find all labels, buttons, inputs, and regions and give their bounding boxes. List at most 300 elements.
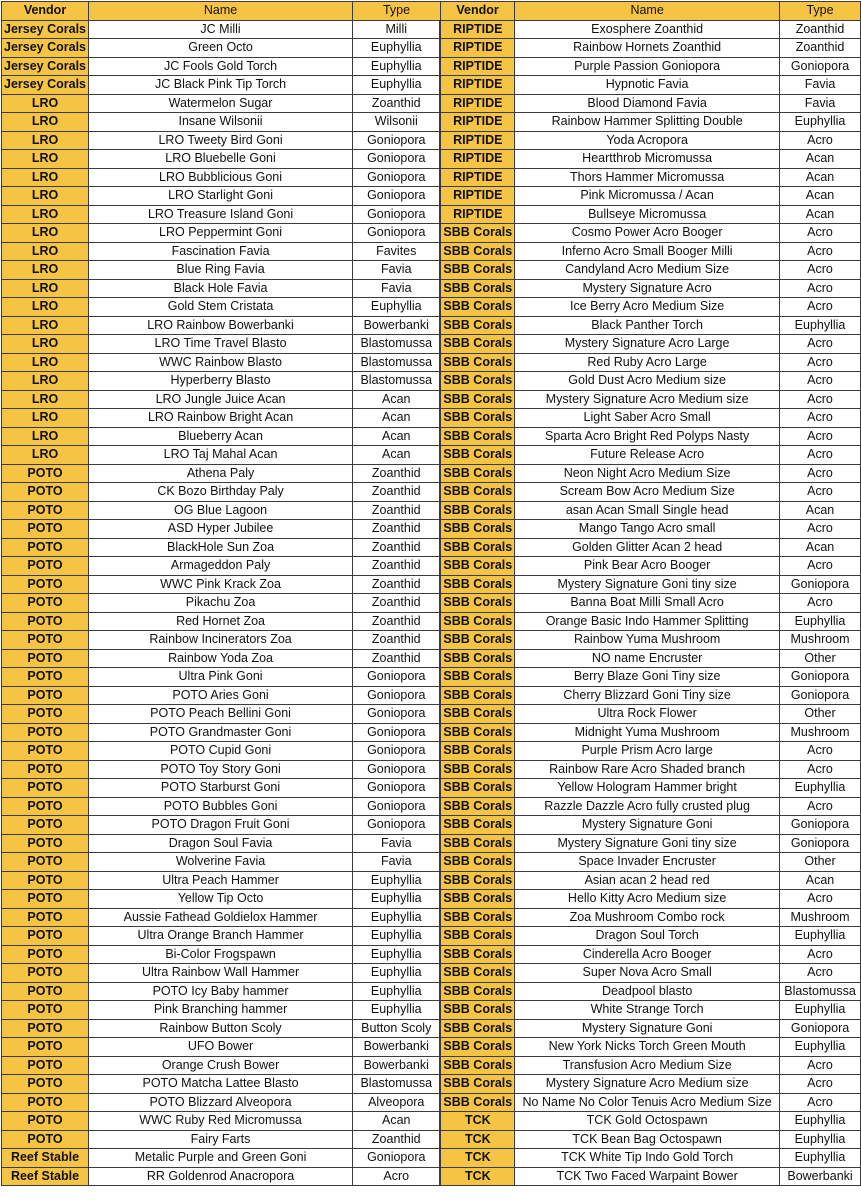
right-vendor-cell: SBB Corals	[440, 464, 514, 483]
right-type-cell: Acro	[780, 224, 861, 243]
left-type-cell: Goniopora	[353, 668, 441, 687]
right-vendor-cell: RIPTIDE	[440, 20, 514, 39]
right-vendor-cell: SBB Corals	[440, 594, 514, 613]
left-name-cell: POTO Aries Goni	[89, 686, 353, 705]
left-type-cell: Favia	[353, 279, 441, 298]
right-name-cell: Asian acan 2 head red	[515, 871, 780, 890]
table-row	[2, 372, 861, 391]
right-type-cell: Acan	[780, 168, 861, 187]
left-vendor-cell: POTO	[2, 649, 89, 668]
left-name-cell: LRO Rainbow Bowerbanki	[89, 316, 353, 335]
right-name-cell: Inferno Acro Small Booger Milli	[515, 242, 780, 261]
left-name-cell: UFO Bower	[89, 1038, 353, 1057]
left-name-cell: Rainbow Incinerators Zoa	[89, 631, 353, 650]
left-vendor-cell: POTO	[2, 760, 89, 779]
right-type-cell: Acro	[780, 242, 861, 261]
right-vendor-cell: TCK	[440, 1167, 514, 1186]
table-row	[2, 1112, 861, 1131]
left-name-cell: LRO Peppermint Goni	[89, 224, 353, 243]
right-type-cell: Acro	[780, 298, 861, 317]
left-name-cell: POTO Starburst Goni	[89, 779, 353, 798]
right-name-cell: Rainbow Rare Acro Shaded branch	[515, 760, 780, 779]
left-vendor-cell: LRO	[2, 372, 89, 391]
right-name-cell: No Name No Color Tenuis Acro Medium Size	[515, 1093, 780, 1112]
left-name-cell: POTO Bubbles Goni	[89, 797, 353, 816]
table-row	[2, 1001, 861, 1020]
left-vendor-cell: POTO	[2, 1001, 89, 1020]
table-row	[2, 94, 861, 113]
left-vendor-cell: POTO	[2, 705, 89, 724]
right-vendor-cell: SBB Corals	[440, 390, 514, 409]
table-row	[2, 316, 861, 335]
left-name-cell: Armageddon Paly	[89, 557, 353, 576]
right-name-cell: Mystery Signature Acro Medium size	[515, 1075, 780, 1094]
left-vendor-cell: POTO	[2, 575, 89, 594]
left-name-cell: LRO Tweety Bird Goni	[89, 131, 353, 150]
right-type-cell: Acro	[780, 594, 861, 613]
table-row	[2, 723, 861, 742]
right-vendor-cell: SBB Corals	[440, 908, 514, 927]
left-vendor-cell: POTO	[2, 538, 89, 557]
left-name-cell: POTO Toy Story Goni	[89, 760, 353, 779]
left-name-cell: LRO Jungle Juice Acan	[89, 390, 353, 409]
right-name-cell: Dragon Soul Torch	[515, 927, 780, 946]
left-name-cell: Green Octo	[89, 39, 353, 58]
left-vendor-cell: LRO	[2, 205, 89, 224]
left-name-cell: Yellow Tip Octo	[89, 890, 353, 909]
right-vendor-cell: SBB Corals	[440, 409, 514, 428]
right-name-cell: TCK Gold Octospawn	[515, 1112, 780, 1131]
right-vendor-cell: SBB Corals	[440, 612, 514, 631]
right-type-cell: Euphyllia	[780, 927, 861, 946]
left-vendor-cell: LRO	[2, 168, 89, 187]
right-name-cell: Ice Berry Acro Medium Size	[515, 298, 780, 317]
right-vendor-cell: SBB Corals	[440, 557, 514, 576]
right-type-cell: Acro	[780, 464, 861, 483]
left-vendor-cell: LRO	[2, 446, 89, 465]
right-type-cell: Acro	[780, 520, 861, 539]
left-name-cell: Black Hole Favia	[89, 279, 353, 298]
right-name-cell: White Strange Torch	[515, 1001, 780, 1020]
right-name-cell: Pink Bear Acro Booger	[515, 557, 780, 576]
left-type-cell: Zoanthid	[353, 464, 441, 483]
right-vendor-cell: SBB Corals	[440, 723, 514, 742]
table-row	[2, 464, 861, 483]
right-name-cell: Rainbow Hammer Splitting Double	[515, 113, 780, 132]
right-vendor-cell: RIPTIDE	[440, 113, 514, 132]
left-vendor-cell: POTO	[2, 964, 89, 983]
left-type-cell: Zoanthid	[353, 594, 441, 613]
right-name-cell: Scream Bow Acro Medium Size	[515, 483, 780, 502]
left-type-cell: Zoanthid	[353, 1130, 441, 1149]
table-row	[2, 390, 861, 409]
right-name-cell: Rainbow Yuma Mushroom	[515, 631, 780, 650]
left-vendor-cell: POTO	[2, 834, 89, 853]
right-type-cell: Goniopora	[780, 57, 861, 76]
right-vendor-cell: RIPTIDE	[440, 150, 514, 169]
left-name-cell: ASD Hyper Jubilee	[89, 520, 353, 539]
right-name-cell: Ultra Rock Flower	[515, 705, 780, 724]
table-row	[2, 557, 861, 576]
left-name-cell: WWC Pink Krack Zoa	[89, 575, 353, 594]
table-row	[2, 668, 861, 687]
right-vendor-cell: SBB Corals	[440, 742, 514, 761]
table-row	[2, 575, 861, 594]
left-name-header: Name	[89, 2, 353, 21]
left-vendor-cell: POTO	[2, 686, 89, 705]
table-row	[2, 20, 861, 39]
left-type-cell: Euphyllia	[353, 57, 441, 76]
table-row	[2, 890, 861, 909]
left-vendor-cell: LRO	[2, 353, 89, 372]
left-type-cell: Zoanthid	[353, 538, 441, 557]
left-type-cell: Zoanthid	[353, 483, 441, 502]
left-vendor-cell: POTO	[2, 908, 89, 927]
right-name-cell: Mystery Signature Acro Medium size	[515, 390, 780, 409]
left-vendor-cell: Jersey Corals	[2, 76, 89, 95]
right-name-cell: NO name Encruster	[515, 649, 780, 668]
right-type-cell: Zoanthid	[780, 39, 861, 58]
right-name-cell: Blood Diamond Favia	[515, 94, 780, 113]
left-type-cell: Zoanthid	[353, 501, 441, 520]
left-type-cell: Wilsonii	[353, 113, 441, 132]
right-type-cell: Other	[780, 705, 861, 724]
table-row	[2, 1093, 861, 1112]
left-type-cell: Goniopora	[353, 797, 441, 816]
left-vendor-cell: Jersey Corals	[2, 39, 89, 58]
left-type-cell: Button Scoly	[353, 1019, 441, 1038]
table-row	[2, 779, 861, 798]
left-vendor-cell: POTO	[2, 890, 89, 909]
right-type-cell: Acro	[780, 372, 861, 391]
right-vendor-cell: SBB Corals	[440, 538, 514, 557]
right-type-cell: Favia	[780, 76, 861, 95]
right-type-cell: Goniopora	[780, 834, 861, 853]
right-vendor-cell: SBB Corals	[440, 927, 514, 946]
left-type-cell: Goniopora	[353, 816, 441, 835]
right-vendor-cell: SBB Corals	[440, 224, 514, 243]
right-vendor-cell: TCK	[440, 1130, 514, 1149]
right-name-cell: Deadpool blasto	[515, 982, 780, 1001]
right-name-cell: Bullseye Micromussa	[515, 205, 780, 224]
left-name-cell: POTO Peach Bellini Goni	[89, 705, 353, 724]
right-type-cell: Acro	[780, 890, 861, 909]
left-vendor-cell: LRO	[2, 390, 89, 409]
right-type-cell: Favia	[780, 94, 861, 113]
right-vendor-cell: SBB Corals	[440, 982, 514, 1001]
table-row	[2, 39, 861, 58]
left-vendor-cell: POTO	[2, 501, 89, 520]
right-vendor-cell: SBB Corals	[440, 705, 514, 724]
left-type-cell: Milli	[353, 20, 441, 39]
right-vendor-cell: SBB Corals	[440, 631, 514, 650]
left-name-cell: POTO Cupid Goni	[89, 742, 353, 761]
table-row	[2, 298, 861, 317]
left-type-cell: Acan	[353, 446, 441, 465]
table-row	[2, 853, 861, 872]
left-type-cell: Blastomussa	[353, 335, 441, 354]
right-name-cell: Black Panther Torch	[515, 316, 780, 335]
left-type-cell: Favia	[353, 834, 441, 853]
left-vendor-cell: LRO	[2, 427, 89, 446]
right-vendor-cell: SBB Corals	[440, 797, 514, 816]
header-row	[2, 2, 861, 21]
left-name-cell: WWC Rainbow Blasto	[89, 353, 353, 372]
table-row	[2, 834, 861, 853]
right-name-cell: Transfusion Acro Medium Size	[515, 1056, 780, 1075]
right-vendor-cell: SBB Corals	[440, 335, 514, 354]
left-vendor-header: Vendor	[2, 2, 89, 21]
right-name-cell: Candyland Acro Medium Size	[515, 261, 780, 280]
left-name-cell: RR Goldenrod Anacropora	[89, 1167, 353, 1186]
right-vendor-cell: RIPTIDE	[440, 131, 514, 150]
table-row	[2, 113, 861, 132]
left-type-cell: Goniopora	[353, 686, 441, 705]
left-type-cell: Favia	[353, 261, 441, 280]
table-row	[2, 797, 861, 816]
right-type-cell: Bowerbanki	[780, 1167, 861, 1186]
left-vendor-cell: POTO	[2, 779, 89, 798]
table-row	[2, 612, 861, 631]
right-type-cell: Goniopora	[780, 686, 861, 705]
left-name-cell: JC Fools Gold Torch	[89, 57, 353, 76]
right-vendor-cell: SBB Corals	[440, 261, 514, 280]
right-name-cell: Neon Night Acro Medium Size	[515, 464, 780, 483]
table-row	[2, 705, 861, 724]
table-row	[2, 279, 861, 298]
table-row	[2, 187, 861, 206]
left-name-cell: Gold Stem Cristata	[89, 298, 353, 317]
table-row	[2, 649, 861, 668]
right-type-cell: Zoanthid	[780, 20, 861, 39]
right-type-cell: Acro	[780, 131, 861, 150]
left-name-cell: JC Milli	[89, 20, 353, 39]
table-row	[2, 538, 861, 557]
left-vendor-cell: POTO	[2, 1038, 89, 1057]
left-type-cell: Goniopora	[353, 723, 441, 742]
left-type-cell: Euphyllia	[353, 908, 441, 927]
left-name-cell: OG Blue Lagoon	[89, 501, 353, 520]
right-type-cell: Acro	[780, 945, 861, 964]
right-vendor-cell: SBB Corals	[440, 853, 514, 872]
table-row	[2, 1167, 861, 1186]
table-row	[2, 816, 861, 835]
right-vendor-cell: SBB Corals	[440, 1001, 514, 1020]
right-name-cell: Mystery Signature Goni	[515, 1019, 780, 1038]
left-vendor-cell: POTO	[2, 1075, 89, 1094]
left-name-cell: POTO Grandmaster Goni	[89, 723, 353, 742]
table-row	[2, 871, 861, 890]
right-name-cell: Mystery Signature Goni	[515, 816, 780, 835]
right-type-cell: Blastomussa	[780, 982, 861, 1001]
right-vendor-cell: RIPTIDE	[440, 94, 514, 113]
right-name-cell: Super Nova Acro Small	[515, 964, 780, 983]
right-name-cell: Cinderella Acro Booger	[515, 945, 780, 964]
right-type-cell: Euphyllia	[780, 1001, 861, 1020]
table-row	[2, 742, 861, 761]
left-name-cell: Athena Paly	[89, 464, 353, 483]
right-vendor-cell: SBB Corals	[440, 779, 514, 798]
right-type-cell: Acro	[780, 409, 861, 428]
left-vendor-cell: POTO	[2, 927, 89, 946]
right-vendor-cell: SBB Corals	[440, 520, 514, 539]
left-vendor-cell: POTO	[2, 945, 89, 964]
right-type-cell: Euphyllia	[780, 779, 861, 798]
table-row	[2, 427, 861, 446]
left-type-cell: Goniopora	[353, 224, 441, 243]
right-type-cell: Acan	[780, 205, 861, 224]
left-name-cell: BlackHole Sun Zoa	[89, 538, 353, 557]
left-name-cell: LRO Bluebelle Goni	[89, 150, 353, 169]
left-vendor-cell: LRO	[2, 409, 89, 428]
right-vendor-cell: RIPTIDE	[440, 76, 514, 95]
left-vendor-cell: POTO	[2, 816, 89, 835]
right-vendor-cell: SBB Corals	[440, 668, 514, 687]
table-row	[2, 945, 861, 964]
left-type-cell: Bowerbanki	[353, 1038, 441, 1057]
left-name-cell: JC Black Pink Tip Torch	[89, 76, 353, 95]
right-type-cell: Acro	[780, 1056, 861, 1075]
table-row	[2, 1056, 861, 1075]
left-type-cell: Favia	[353, 853, 441, 872]
left-name-cell: POTO Blizzard Alveopora	[89, 1093, 353, 1112]
left-name-cell: POTO Dragon Fruit Goni	[89, 816, 353, 835]
right-vendor-cell: SBB Corals	[440, 483, 514, 502]
left-vendor-cell: POTO	[2, 797, 89, 816]
table-row	[2, 409, 861, 428]
table-row	[2, 353, 861, 372]
right-vendor-cell: SBB Corals	[440, 298, 514, 317]
left-name-cell: Rainbow Button Scoly	[89, 1019, 353, 1038]
right-name-cell: Mystery Signature Goni tiny size	[515, 834, 780, 853]
table-row	[2, 631, 861, 650]
left-type-cell: Euphyllia	[353, 890, 441, 909]
right-type-cell: Acan	[780, 871, 861, 890]
right-type-cell: Euphyllia	[780, 113, 861, 132]
left-type-cell: Zoanthid	[353, 575, 441, 594]
table-row	[2, 1038, 861, 1057]
right-name-cell: asan Acan Small Single head	[515, 501, 780, 520]
right-vendor-cell: SBB Corals	[440, 871, 514, 890]
left-name-cell: LRO Treasure Island Goni	[89, 205, 353, 224]
left-name-cell: Pikachu Zoa	[89, 594, 353, 613]
right-name-cell: Thors Hammer Micromussa	[515, 168, 780, 187]
left-name-cell: Dragon Soul Favia	[89, 834, 353, 853]
left-name-cell: LRO Time Travel Blasto	[89, 335, 353, 354]
right-name-cell: Light Saber Acro Small	[515, 409, 780, 428]
left-vendor-cell: POTO	[2, 982, 89, 1001]
right-vendor-cell: SBB Corals	[440, 1093, 514, 1112]
right-type-cell: Acro	[780, 760, 861, 779]
right-vendor-cell: TCK	[440, 1149, 514, 1168]
right-type-cell: Acro	[780, 261, 861, 280]
table-row	[2, 501, 861, 520]
right-type-cell: Acro	[780, 557, 861, 576]
left-type-cell: Goniopora	[353, 187, 441, 206]
left-type-cell: Goniopora	[353, 779, 441, 798]
left-vendor-cell: LRO	[2, 113, 89, 132]
table-row	[2, 520, 861, 539]
left-type-cell: Zoanthid	[353, 520, 441, 539]
left-name-cell: LRO Bubblicious Goni	[89, 168, 353, 187]
right-vendor-cell: SBB Corals	[440, 427, 514, 446]
right-type-cell: Goniopora	[780, 575, 861, 594]
left-vendor-cell: POTO	[2, 871, 89, 890]
left-type-cell: Euphyllia	[353, 76, 441, 95]
left-type-cell: Euphyllia	[353, 945, 441, 964]
left-vendor-cell: POTO	[2, 631, 89, 650]
left-vendor-cell: POTO	[2, 557, 89, 576]
left-type-cell: Goniopora	[353, 131, 441, 150]
table-row	[2, 908, 861, 927]
left-name-cell: Ultra Orange Branch Hammer	[89, 927, 353, 946]
left-type-cell: Euphyllia	[353, 871, 441, 890]
table-row	[2, 1149, 861, 1168]
right-type-cell: Acan	[780, 501, 861, 520]
left-vendor-cell: POTO	[2, 1093, 89, 1112]
right-name-cell: Sparta Acro Bright Red Polyps Nasty	[515, 427, 780, 446]
left-type-cell: Alveopora	[353, 1093, 441, 1112]
table-row	[2, 982, 861, 1001]
left-type-cell: Euphyllia	[353, 298, 441, 317]
left-type-cell: Euphyllia	[353, 39, 441, 58]
right-type-cell: Acro	[780, 483, 861, 502]
right-vendor-cell: SBB Corals	[440, 501, 514, 520]
right-name-cell: Space Invader Encruster	[515, 853, 780, 872]
left-vendor-cell: POTO	[2, 853, 89, 872]
right-name-cell: Pink Micromussa / Acan	[515, 187, 780, 206]
right-name-cell: Heartthrob Micromussa	[515, 150, 780, 169]
table-row	[2, 964, 861, 983]
right-type-cell: Euphyllia	[780, 316, 861, 335]
right-vendor-cell: SBB Corals	[440, 649, 514, 668]
right-name-cell: Midnight Yuma Mushroom	[515, 723, 780, 742]
left-name-cell: Hyperberry Blasto	[89, 372, 353, 391]
left-vendor-cell: LRO	[2, 335, 89, 354]
table-row	[2, 205, 861, 224]
left-type-cell: Euphyllia	[353, 1001, 441, 1020]
right-name-cell: Golden Glitter Acan 2 head	[515, 538, 780, 557]
right-type-cell: Mushroom	[780, 908, 861, 927]
left-type-cell: Acan	[353, 390, 441, 409]
right-type-cell: Mushroom	[780, 631, 861, 650]
right-vendor-cell: RIPTIDE	[440, 57, 514, 76]
right-type-cell: Acro	[780, 335, 861, 354]
left-vendor-cell: LRO	[2, 187, 89, 206]
left-vendor-cell: POTO	[2, 742, 89, 761]
table-row	[2, 168, 861, 187]
right-vendor-cell: SBB Corals	[440, 1056, 514, 1075]
left-type-cell: Blastomussa	[353, 353, 441, 372]
right-name-header: Name	[515, 2, 780, 21]
right-vendor-cell: SBB Corals	[440, 353, 514, 372]
left-name-cell: Bi-Color Frogspawn	[89, 945, 353, 964]
left-vendor-cell: POTO	[2, 1019, 89, 1038]
table-row	[2, 261, 861, 280]
left-type-cell: Goniopora	[353, 760, 441, 779]
table-row	[2, 242, 861, 261]
table-row	[2, 57, 861, 76]
right-name-cell: Cosmo Power Acro Booger	[515, 224, 780, 243]
right-type-cell: Acro	[780, 742, 861, 761]
left-name-cell: Red Hornet Zoa	[89, 612, 353, 631]
left-type-cell: Euphyllia	[353, 927, 441, 946]
table-row	[2, 1075, 861, 1094]
left-type-cell: Euphyllia	[353, 982, 441, 1001]
left-name-cell: Insane Wilsonii	[89, 113, 353, 132]
right-type-cell: Acan	[780, 187, 861, 206]
left-type-cell: Zoanthid	[353, 649, 441, 668]
